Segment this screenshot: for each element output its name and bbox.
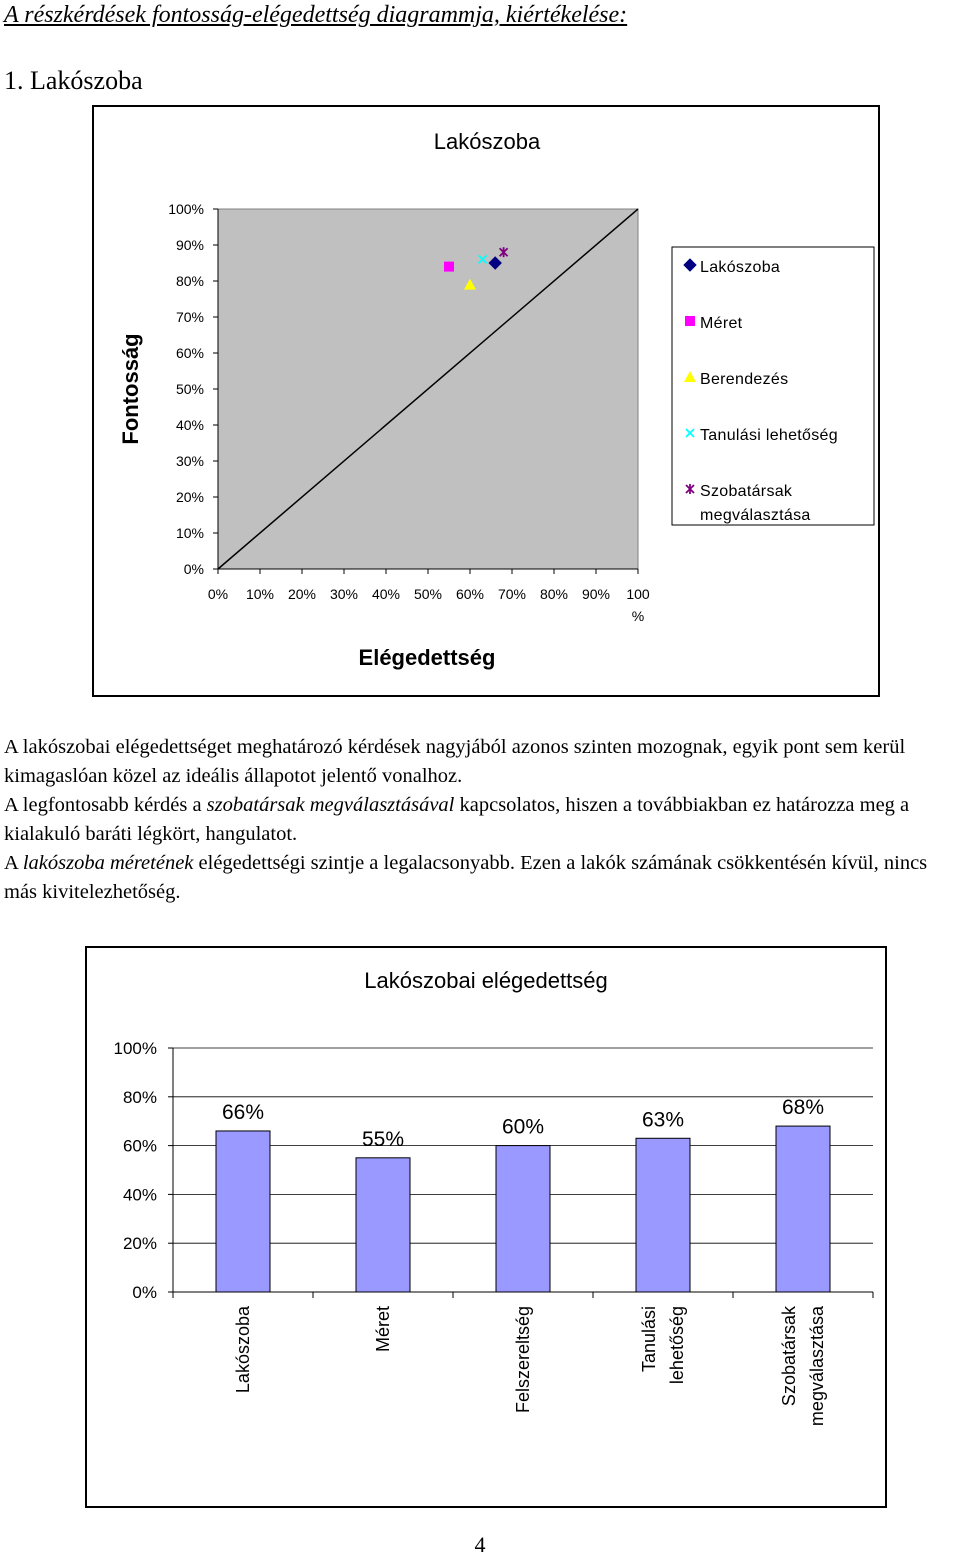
bar xyxy=(356,1158,410,1292)
x-tick-label: 70% xyxy=(497,586,527,602)
y-tick-label: 20% xyxy=(175,489,204,505)
y-tick-label: 0% xyxy=(132,1283,157,1302)
category-label: Méret xyxy=(373,1306,393,1353)
x-tick-label: 40% xyxy=(371,586,401,602)
page-number: 4 xyxy=(474,1532,486,1557)
y-tick-label: 40% xyxy=(122,1185,157,1205)
bar xyxy=(496,1146,550,1292)
bar-value-label: 60% xyxy=(501,1115,545,1139)
bar xyxy=(636,1138,690,1292)
chart-title: Lakószobai elégedettség xyxy=(364,968,608,993)
legend-label: Berendezés xyxy=(700,371,789,388)
y-tick-label: 80% xyxy=(175,273,204,289)
bar-chart xyxy=(87,948,885,1506)
legend-label: Méret xyxy=(700,315,743,332)
data-point xyxy=(444,262,454,272)
emphasized-text: lakószoba méretének xyxy=(22,852,194,874)
bar-value-label: 68% xyxy=(781,1096,825,1120)
bar-chart-frame xyxy=(85,946,887,1508)
text-run: A xyxy=(4,852,23,874)
text-run: A lakószobai elégedettséget meghatározó kérdések nagyjából azonos szinten mozognak, egyik pont sem kerül kimagaslóan közel az ideális állapotot jelentő vonalhoz. xyxy=(4,736,906,787)
y-tick-label: 40% xyxy=(175,417,204,433)
y-tick-label: 20% xyxy=(122,1234,157,1254)
x-tick-label: 20% xyxy=(287,586,317,602)
legend-label: Tanulási lehetőség xyxy=(700,427,838,444)
y-tick-label: 10% xyxy=(175,525,204,541)
y-axis-label: Fontosság xyxy=(118,333,143,445)
category-label: Felszereltség xyxy=(513,1306,533,1414)
x-tick-label: 60% xyxy=(455,586,485,602)
x-tick-label: 50% xyxy=(413,586,443,602)
y-tick-label: 100% xyxy=(113,1039,157,1058)
category-label: Szobatársak megválasztása xyxy=(779,1306,827,1427)
legend-marker xyxy=(685,316,695,326)
section-title: 1. Lakószoba xyxy=(4,66,143,95)
paragraph xyxy=(4,733,960,791)
bar xyxy=(216,1131,270,1292)
page-heading: A részkérdések fontosság-elégedettség diagrammja, kiértékelése: xyxy=(4,2,628,28)
y-tick-label: 30% xyxy=(175,453,204,469)
text-run: kapcsolatos, hiszen a továbbiakban ez határozza meg a kialakuló baráti légkört, hangulatot. xyxy=(4,794,910,845)
bar xyxy=(776,1126,830,1292)
y-tick-label: 50% xyxy=(175,381,204,397)
category-label: Tanulási lehetőség xyxy=(639,1306,687,1385)
scatter-chart-frame xyxy=(92,105,880,697)
bar-value-label: 66% xyxy=(221,1100,265,1124)
y-tick-label: 0% xyxy=(183,561,204,577)
body-text xyxy=(4,733,960,907)
bar-value-label: 55% xyxy=(361,1127,405,1151)
x-tick-label: 100 % xyxy=(626,586,650,624)
text-run: A legfontosabb kérdés a xyxy=(4,794,207,816)
x-tick-label: 80% xyxy=(539,586,569,602)
paragraph xyxy=(4,791,960,849)
x-tick-label: 30% xyxy=(329,586,359,602)
y-tick-label: 90% xyxy=(175,237,204,253)
emphasized-text: szobatársak megválasztásával xyxy=(206,794,455,816)
bar-value-label: 63% xyxy=(641,1108,685,1132)
x-tick-label: 90% xyxy=(581,586,611,602)
x-axis-label: Elégedettség xyxy=(358,645,496,670)
scatter-chart xyxy=(94,107,878,695)
x-tick-label: 0% xyxy=(207,586,229,602)
legend-label: Lakószoba xyxy=(700,259,781,276)
paragraph xyxy=(4,849,960,907)
x-tick-label: 10% xyxy=(245,586,275,602)
y-tick-label: 70% xyxy=(175,309,204,325)
text-run: elégedettségi szintje a legalacsonyabb. Ezen a lakók számának csökkentésén kívül, nincs más kivitelezhetőség. xyxy=(4,852,928,903)
chart-title: Lakószoba xyxy=(433,129,541,154)
y-tick-label: 80% xyxy=(122,1087,157,1107)
category-label: Lakószoba xyxy=(233,1306,253,1394)
y-tick-label: 60% xyxy=(122,1136,157,1156)
y-tick-label: 60% xyxy=(175,345,204,361)
y-tick-label: 100% xyxy=(168,201,204,217)
legend-label: Szobatársak megválasztása xyxy=(700,483,811,524)
